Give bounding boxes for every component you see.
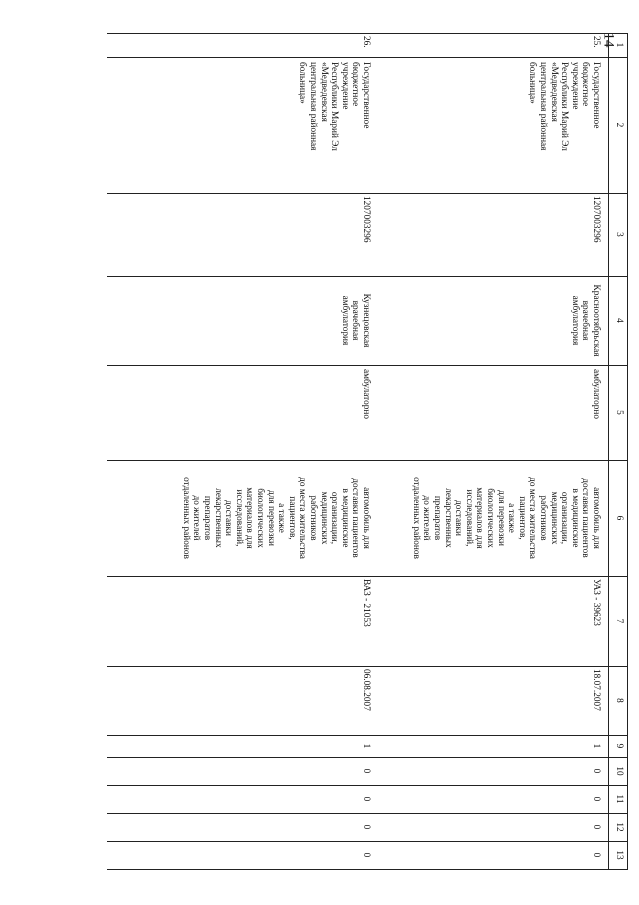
vehicle-model: УАЗ - 39623 [591,579,601,626]
header-cell: 1 [614,42,624,48]
registration-date: 06.08.2007 [361,669,371,711]
col10-value: 0 [361,768,371,774]
col-line [107,33,628,34]
header-cell: 8 [614,698,624,703]
row-line [608,33,609,869]
header-cell: 12 [614,822,624,832]
rotated-table [107,33,628,875]
inn-value: 1207003296 [361,196,371,243]
col10-value: 0 [591,768,601,774]
col12-value: 0 [361,824,371,830]
header-cell: 4 [614,318,624,323]
header-cell: 7 [614,618,624,624]
organization-name: Государственное бюджетное учреждение Республики Марий Эл «Медведевская центральная районная больница» [527,62,601,151]
col9-value: 1 [361,743,371,749]
col-line [107,869,628,870]
col-line [107,576,628,577]
unit-name: Кузнецовская врачебная амбулатория [339,293,371,348]
row-number: 26. [361,36,371,48]
col-line [107,193,628,194]
header-cell: 9 [614,743,624,749]
col-line [107,57,628,58]
header-cell: 6 [614,515,624,521]
header-cell: 10 [614,766,624,776]
row-line [627,33,628,869]
page-number: 14 [600,32,617,48]
inn-value: 1207003296 [591,196,601,243]
col12-value: 0 [591,824,601,830]
header-cell: 13 [614,850,624,860]
col-line [107,666,628,667]
care-type: амбулаторно [591,369,601,420]
col11-value: 0 [591,796,601,802]
registration-date: 18.07.2007 [591,669,601,711]
header-cell: 11 [614,794,624,804]
col13-value: 0 [591,852,601,858]
organization-name: Государственное бюджетное учреждение Республики Марий Эл «Медведевская центральная районная больница» [297,62,371,151]
vehicle-purpose: автомобиль для доставки пациентов в медицинские организации, медицинских работников до места жительства пациентов, а также для перевозки биологических материалов для исследований, доставки лекарственных препаратов до жителей отдаленных районов [180,477,371,559]
col11-value: 0 [361,796,371,802]
row-number: 25. [591,36,601,48]
col-line [107,365,628,366]
vehicle-model: ВАЗ - 21053 [361,579,371,627]
header-cell: 5 [614,410,624,415]
col13-value: 0 [361,852,371,858]
col9-value: 1 [591,743,601,749]
unit-name: Красноотябрьская врачебная амбулатория [569,284,601,357]
header-cell: 3 [614,232,624,237]
vehicle-purpose: автомобиль для доставки пациентов в медицинские организации, медицинских работников до места жительства пациентов, а также для перевозки биологических материалов для исследований, доставки лекарственных препаратов до жителей отдаленных районов [410,477,601,559]
care-type: амбулаторно [361,369,371,420]
header-cell: 2 [614,122,624,128]
